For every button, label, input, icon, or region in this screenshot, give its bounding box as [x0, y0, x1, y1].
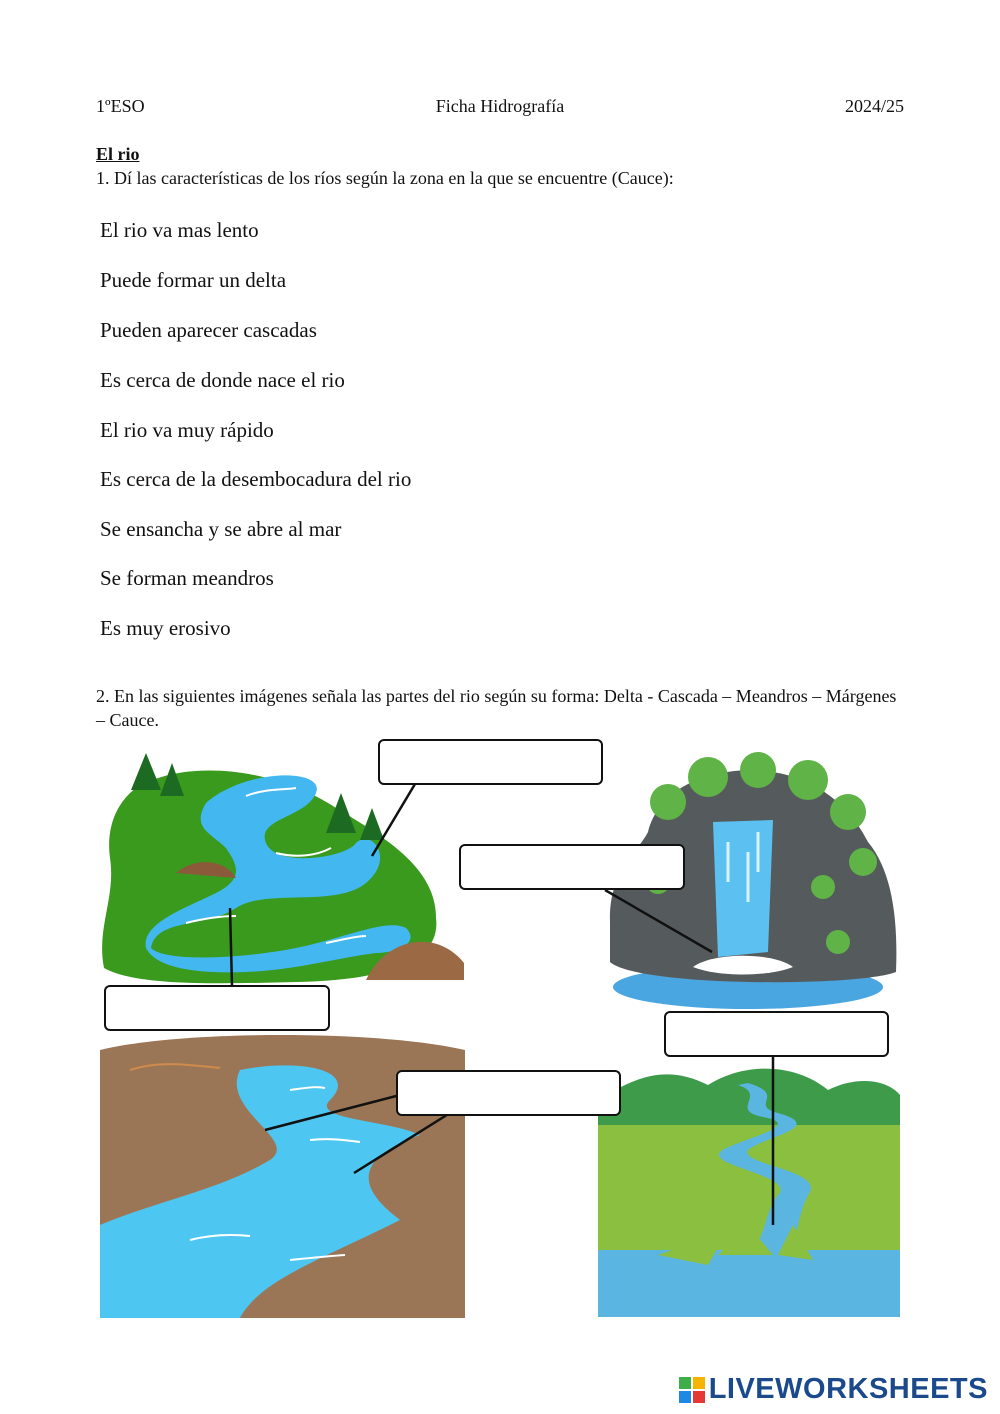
- option-item[interactable]: Se ensancha y se abre al mar: [100, 517, 342, 541]
- option-item[interactable]: El rio va muy rápido: [100, 418, 274, 442]
- option-item[interactable]: Pueden aparecer cascadas: [100, 318, 317, 342]
- answer-box-delta[interactable]: [664, 1011, 889, 1057]
- header-title: Ficha Hidrografía: [435, 96, 565, 116]
- option-item[interactable]: Se forman meandros: [100, 566, 274, 590]
- option-item[interactable]: Puede formar un delta: [100, 268, 287, 292]
- option-item[interactable]: El rio va mas lento: [100, 218, 259, 242]
- header-course: 1ºESO: [96, 96, 145, 116]
- question-1: 1. Dí las características de los ríos según la zona en la que se encuentre (Cauce):: [96, 168, 674, 188]
- liveworksheets-text: LIVEWORKSHEETS: [708, 1373, 988, 1405]
- answer-box-channel[interactable]: [104, 985, 330, 1031]
- option-item[interactable]: Es muy erosivo: [100, 616, 231, 640]
- option-item[interactable]: Es cerca de donde nace el rio: [100, 368, 345, 392]
- option-item[interactable]: Es cerca de la desembocadura del rio: [100, 467, 412, 491]
- liveworksheets-logo: [679, 1373, 988, 1406]
- question-2: 2. En las siguientes imágenes señala las partes del rio según su forma: Delta - Cascada – Meandros – Márgenes – Cauce.: [96, 686, 897, 730]
- header-year: 2024/25: [844, 96, 904, 116]
- liveworksheets-icon: [679, 1377, 705, 1403]
- answer-box-margins[interactable]: [396, 1070, 621, 1116]
- answer-box-waterfall[interactable]: [459, 844, 685, 890]
- section-title: El rio: [96, 144, 140, 164]
- answer-box-meander[interactable]: [378, 739, 603, 785]
